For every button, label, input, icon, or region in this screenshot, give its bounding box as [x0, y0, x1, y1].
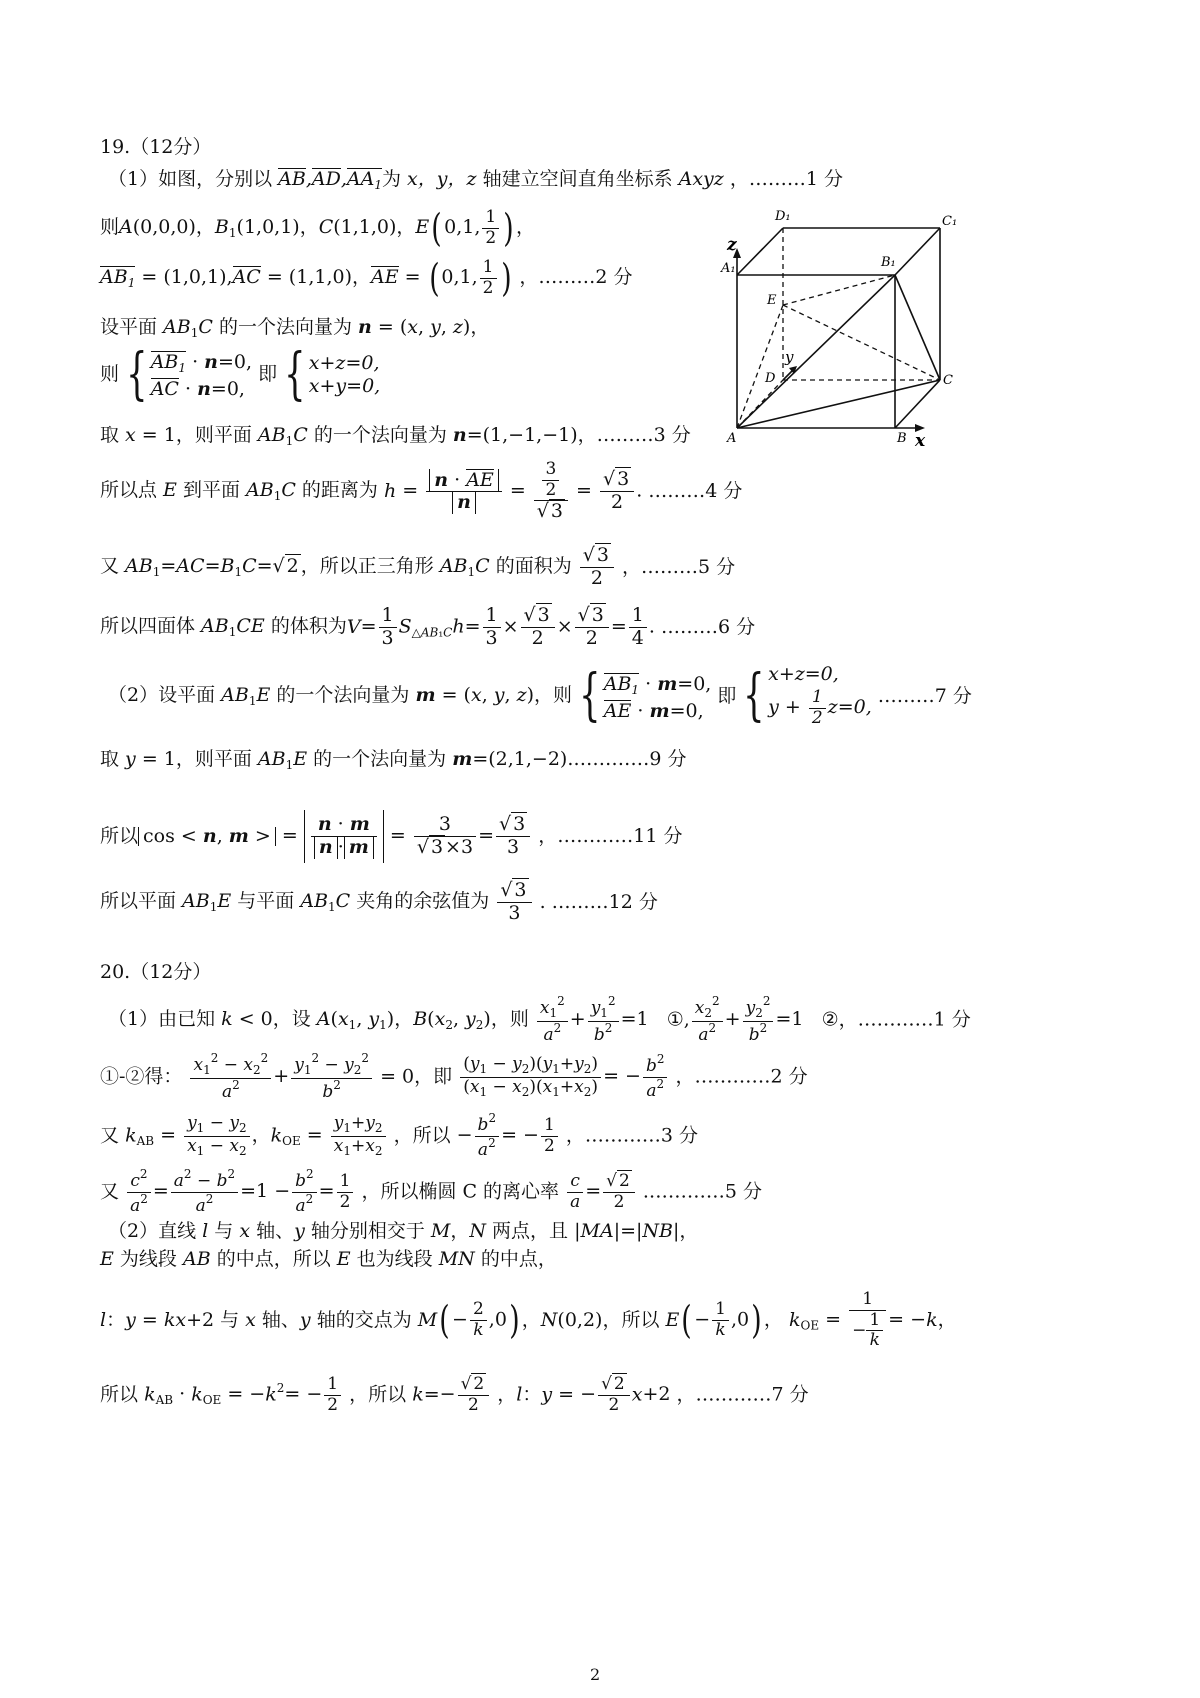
q19-area: 又 $AB_1=AC=B_1C=√$ 2 ，所以正三角形 $AB_1C$ 的面积为 $\frac{√ 3}{2}$ ，………5 分 [100, 544, 736, 589]
label-D1: D₁ [775, 209, 791, 224]
q19-header: 19.（12分） [100, 136, 212, 158]
q20-line2: ①-②得： $\frac{x_1^2 - x_2^2}{a^2}$ + $\frac{y_1^2 - y_2^2}{b^2}$ = 0，即 $\frac{(y_1 - y_2)(y_1+y_2)}{(x_1 - x_2)(x_1+x_2)}$ = − $\frac{b^2}{a^2}$ ，…………2 分 [100, 1051, 808, 1102]
q19-cosine: 所以 cos < n, m > = $\frac{n \cdot m}{n \cdot m}$ = $\frac{3}{√ 3 \times 3}$ = $\frac{√ 3}{3}$ ，…………11 分 [100, 810, 682, 863]
label-A: A [727, 431, 737, 446]
q19-part2: （2）设平面 $AB_1E$ 的一个法向量为 m = (x, y, z)，则 { $AB_1 \cdot m=0$, AE · m=0, 即 { x+z=0, y + $\frac{1}{2}$ z=0, ………7 分 [108, 663, 972, 729]
label-A1: A₁ [721, 261, 736, 276]
q19-distance: 所以点 E 到平面 $AB_1C$ 的距离为 h = $\frac{n \cdot AE}{n}$ = $\frac{\frac{3}{2}}{√ 3}$ = $\frac{√ 3}{2}$ . ………4 分 [100, 459, 743, 523]
q19-take-y: 取 y = 1，则平面 $AB_1E$ 的一个法向量为 m=(2,1,−2).…………9 分 [100, 748, 687, 772]
q20-line6: E 为线段 AB 的中点，所以 E 也为线段 MN 的中点， [100, 1248, 557, 1270]
label-x: x [915, 431, 926, 450]
page-number: 2 [590, 1665, 601, 1684]
label-y: y [785, 348, 794, 366]
q20-header: 20.（12分） [100, 961, 212, 983]
label-C: C [943, 373, 953, 388]
q19-system1: 则 { $AB_1 \cdot n=0$, AC · n=0, 即 { x+z=0, x+y=0, [100, 342, 381, 407]
q19-take-x: 取 x = 1，则平面 $AB_1C$ 的一个法向量为 n=(1,−1,−1)，………3 分 [100, 424, 691, 448]
q19-part1-intro: （1）如图，分别以 $AB,AD,AA_1$为 x，y，z 轴建立空间直角坐标系 Axyz ，………1 分 [108, 168, 843, 192]
label-B1: B₁ [881, 255, 896, 270]
q20-line3: 又 $k_{AB}$ = $\frac{y_1 - y_2}{x_1 - x_2}$ ，$k_{OE}$ = $\frac{y_1+y_2}{x_1+x_2}$ ，所以 − $\frac{b^2}{a^2}$ = − $\frac{1}{2}$ ，…………3 分 [100, 1111, 698, 1160]
q20-line5: （2）直线 l 与 x 轴、y 轴分别相交于 M，N 两点，且 |MA|=|NB|， [108, 1220, 699, 1242]
label-D: D [765, 371, 776, 386]
cube-figure [715, 200, 965, 450]
q19-final: 所以平面 $AB_1E$ 与平面 $AB_1C$ 夹角的余弦值为 $\frac{√ 3}{3}$ . ………12 分 [100, 879, 658, 924]
q20-line7: l：y = kx+2 与 x 轴、y 轴的交点为 M( − $\frac{2}{k}$ ,0) ，N(0,2)，所以 E( − $\frac{1}{k}$ ,0) ， $k_{OE}$ = 1 − $\frac{1}{k}$ = −k， [100, 1289, 957, 1351]
q19-coords: 则A(0,0,0)，$B_1(1,0,1)$，C(1,1,0)，E( 0,1, $\frac{1}{2}$ ) ， [100, 205, 536, 250]
q19-vectors: $AB_1 = (1,0,1),AC = (1,1,0)$，AE = ( 0,1, $\frac{1}{2}$ ) ，………2 分 [100, 255, 633, 300]
label-C1: C₁ [942, 214, 958, 229]
q20-line8: 所以 $k_{AB} \cdot k_{OE} = -k^2=$ − $\frac{1}{2}$ ，所以 k=− $\frac{√ 2}{2}$ ，l：y = − $\frac{√ 2}{2}$ x+2 ，…………7 分 [100, 1374, 809, 1415]
q19-volume: 所以四面体 $AB_1CE$ 的体积为V= $\frac{1}{3}$ $S_{\triangle AB_1C}h=$ $\frac{1}{3}$ × $\frac{√ 3}{2}$ × $\frac{√ 3}{2}$ = $\frac{1}{4}$ . ………6 分 [100, 604, 756, 649]
label-B: B [897, 431, 907, 446]
q19-normal-intro: 设平面 $AB_1C$ 的一个法向量为 n = (x, y, z)， [100, 316, 490, 340]
label-E: E [767, 293, 777, 308]
q20-line4: 又 $\frac{c^2}{a^2}$ = $\frac{a^2 - b^2}{a^2}$ =1 − $\frac{b^2}{a^2}$ = $\frac{1}{2}$ ，所以椭圆 C 的离心率 $\frac{c}{a}$ = $\frac{√ 2}{2}$ .…………5 分 [100, 1167, 763, 1216]
q20-line1: （1）由已知 k < 0，设 $A(x_1$, $y_1$)，$B(x_2$, $y_2$)，则 $\frac{x_1^2}{a^2}$ + $\frac{y_1^2}{b^2}$ =1 ①, $\frac{x_2^2}{a^2}$ + $\frac{y_2^2}{b^2}$ =1 ②，…………1 分 [108, 994, 971, 1045]
label-z: z [727, 235, 737, 255]
